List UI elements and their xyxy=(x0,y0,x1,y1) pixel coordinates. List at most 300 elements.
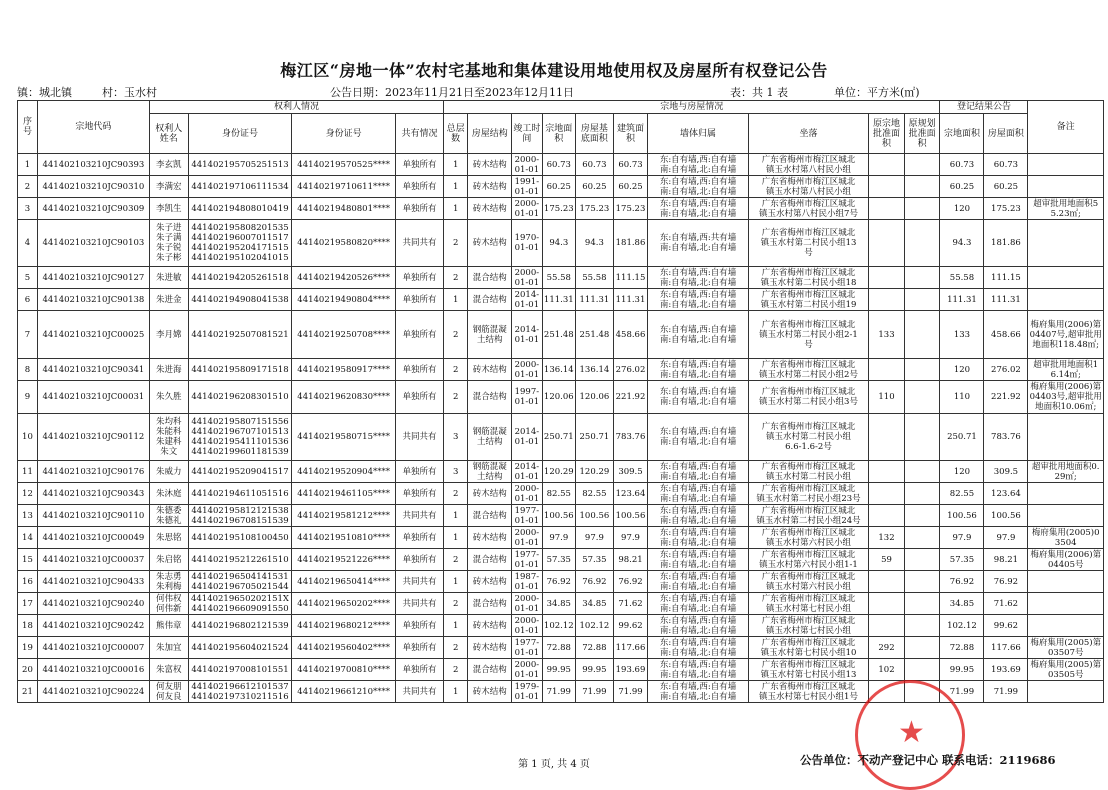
cell-base-area: 100.56 xyxy=(576,505,614,527)
meta-town: 镇：城北镇 xyxy=(17,86,72,99)
cell-structure: 砖木结构 xyxy=(468,483,512,505)
cell-land-area: 72.88 xyxy=(542,637,576,659)
cell-floors: 1 xyxy=(444,176,468,198)
cell-base-area: 55.58 xyxy=(576,267,614,289)
cell-boundary: 东:自有墙,西:自有墙 南:自有墙,北:自有墙 xyxy=(648,359,749,381)
cell-id-masked: 44140219490804**** xyxy=(292,289,396,311)
cell-name: 李满宏 xyxy=(149,176,188,198)
table-row xyxy=(18,549,1104,571)
cell-id-full: 441402195809171518 xyxy=(188,359,292,381)
meta-date: 公告日期：2023年11月21日至2023年12月11日 xyxy=(330,86,574,99)
cell-res-house: 276.02 xyxy=(984,359,1028,381)
cell-base-area: 60.73 xyxy=(576,154,614,176)
cell-structure: 砖木结构 xyxy=(468,615,512,637)
cell-location: 广东省梅州市梅江区城北 镇玉水村第二村民小组3号 xyxy=(748,381,868,414)
cell-res-land: 72.88 xyxy=(940,637,984,659)
cell-name: 朱威力 xyxy=(149,461,188,483)
cell-location: 广东省梅州市梅江区城北 镇玉水村第七村民小组13 xyxy=(748,659,868,681)
header-name: 权利人姓名 xyxy=(149,114,188,154)
cell-code: 441402103210JC90138 xyxy=(37,289,149,311)
cell-location: 广东省梅州市梅江区城北 镇玉水村第八村民小组 xyxy=(748,176,868,198)
cell-orig-plan xyxy=(904,154,940,176)
cell-orig-plan xyxy=(904,659,940,681)
cell-structure: 混合结构 xyxy=(468,381,512,414)
cell-date: 2014-01-01 xyxy=(512,311,542,359)
table-row xyxy=(18,505,1104,527)
cell-seq: 6 xyxy=(18,289,38,311)
cell-structure: 混合结构 xyxy=(468,267,512,289)
cell-seq: 13 xyxy=(18,505,38,527)
meta-village: 村：玉水村 xyxy=(102,86,157,99)
header-build-area: 建筑面积 xyxy=(613,114,648,154)
header-share: 共有情况 xyxy=(395,114,443,154)
cell-base-area: 97.9 xyxy=(576,527,614,549)
cell-share: 单独所有 xyxy=(395,659,443,681)
cell-orig-plan xyxy=(904,311,940,359)
cell-structure: 混合结构 xyxy=(468,549,512,571)
cell-res-land: 71.99 xyxy=(940,681,984,703)
cell-code: 441402103210JC90224 xyxy=(37,681,149,703)
table-row xyxy=(18,359,1104,381)
header-note: 备注 xyxy=(1028,101,1104,154)
cell-id-masked: 44140219680212**** xyxy=(292,615,396,637)
cell-structure: 混合结构 xyxy=(468,659,512,681)
cell-orig-land xyxy=(869,593,905,615)
cell-boundary: 东:自有墙,西:自有墙 南:自有墙,北:自有墙 xyxy=(648,176,749,198)
cell-location: 广东省梅州市梅江区城北 镇玉水村第二村民小组19 xyxy=(748,289,868,311)
cell-res-land: 111.31 xyxy=(940,289,984,311)
cell-res-land: 97.9 xyxy=(940,527,984,549)
table-row xyxy=(18,461,1104,483)
cell-code: 441402103210JC90341 xyxy=(37,359,149,381)
cell-note xyxy=(1028,483,1104,505)
cell-boundary: 东:自有墙,西:自有墙 南:自有墙,北:自有墙 xyxy=(648,311,749,359)
cell-land-area: 60.73 xyxy=(542,154,576,176)
cell-res-house: 100.56 xyxy=(984,505,1028,527)
cell-note xyxy=(1028,505,1104,527)
cell-name: 朱思铭 xyxy=(149,527,188,549)
cell-code: 441402103210JC00049 xyxy=(37,527,149,549)
cell-code: 441402103210JC00016 xyxy=(37,659,149,681)
cell-note xyxy=(1028,289,1104,311)
cell-code: 441402103210JC90127 xyxy=(37,267,149,289)
cell-orig-plan xyxy=(904,615,940,637)
meta-bar xyxy=(0,84,1108,98)
cell-res-land: 60.25 xyxy=(940,176,984,198)
cell-floors: 2 xyxy=(444,659,468,681)
cell-land-area: 120.06 xyxy=(542,381,576,414)
cell-name: 朱均科 朱能科 朱建科 朱文 xyxy=(149,414,188,461)
cell-build-area: 97.9 xyxy=(613,527,648,549)
cell-floors: 2 xyxy=(444,267,468,289)
cell-floors: 3 xyxy=(444,461,468,483)
cell-date: 2000-01-01 xyxy=(512,527,542,549)
cell-seq: 10 xyxy=(18,414,38,461)
cell-orig-plan xyxy=(904,461,940,483)
cell-id-masked: 44140219581212**** xyxy=(292,505,396,527)
cell-location: 广东省梅州市梅江区城北 镇玉水村第二村民小组18 xyxy=(748,267,868,289)
cell-location: 广东省梅州市梅江区城北 镇玉水村第二村民小组 xyxy=(748,461,868,483)
cell-id-full: 441402195604021524 xyxy=(188,637,292,659)
cell-id-masked: 44140219710611**** xyxy=(292,176,396,198)
cell-land-area: 60.25 xyxy=(542,176,576,198)
cell-id-masked: 44140219650414**** xyxy=(292,571,396,593)
cell-code: 441402103210JC90110 xyxy=(37,505,149,527)
cell-note: 梅府集用(2006)第04407号,超审批用地面积118.48㎡; xyxy=(1028,311,1104,359)
cell-note xyxy=(1028,414,1104,461)
cell-id-masked: 44140219580715**** xyxy=(292,414,396,461)
table-row xyxy=(18,615,1104,637)
cell-land-area: 82.55 xyxy=(542,483,576,505)
cell-seq: 14 xyxy=(18,527,38,549)
cell-build-area: 60.25 xyxy=(613,176,648,198)
cell-name: 朱沐庭 xyxy=(149,483,188,505)
cell-build-area: 99.62 xyxy=(613,615,648,637)
cell-note: 梅府集用(2006)第04403号,超审批用地面积10.06㎡; xyxy=(1029,382,1102,412)
cell-orig-plan xyxy=(904,359,940,381)
cell-orig-land xyxy=(869,198,905,220)
cell-id-full: 441402194908041538 xyxy=(188,289,292,311)
page-number: 第 1 页, 共 4 页 xyxy=(518,759,590,770)
cell-date: 2000-01-01 xyxy=(512,483,542,505)
cell-land-area: 136.14 xyxy=(542,359,576,381)
cell-seq: 12 xyxy=(18,483,38,505)
header-id-full: 身份证号 xyxy=(188,114,292,154)
cell-name: 朱启铭 xyxy=(149,549,188,571)
header-floors: 总层数 xyxy=(444,114,468,154)
cell-code: 441402103210JC90176 xyxy=(37,461,149,483)
header-land-group: 宗地与房屋情况 xyxy=(444,101,940,114)
cell-res-land: 60.73 xyxy=(940,154,984,176)
cell-date: 2000-01-01 xyxy=(512,267,542,289)
cell-location: 广东省梅州市梅江区城北 镇玉水村第二村民小组2-1 号 xyxy=(748,311,868,359)
cell-res-house: 98.21 xyxy=(984,549,1028,571)
cell-res-house: 117.66 xyxy=(984,637,1028,659)
cell-build-area: 111.31 xyxy=(613,289,648,311)
cell-date: 1977-01-01 xyxy=(512,637,542,659)
cell-share: 共同共有 xyxy=(395,571,443,593)
cell-seq: 4 xyxy=(18,220,38,267)
cell-orig-land xyxy=(869,505,905,527)
cell-seq: 2 xyxy=(18,176,38,198)
cell-res-land: 102.12 xyxy=(940,615,984,637)
cell-id-full: 441402197008101551 xyxy=(188,659,292,681)
cell-note: 梅府集用(2005)第03507号 xyxy=(1028,637,1104,659)
cell-boundary: 东:自有墙,西:自有墙 南:自有墙,北:自有墙 xyxy=(648,483,749,505)
cell-res-house: 111.15 xyxy=(984,267,1028,289)
cell-id-full: 441402195807151556 441402196707101513 441402195411101536 441402199601181539 xyxy=(188,414,292,461)
header-orig-land: 原宗地批准面积 xyxy=(869,114,905,154)
header-code: 宗地代码 xyxy=(37,101,149,154)
cell-floors: 1 xyxy=(444,505,468,527)
cell-structure: 砖木结构 xyxy=(468,154,512,176)
cell-seq: 7 xyxy=(18,311,38,359)
cell-structure: 砖木结构 xyxy=(468,637,512,659)
cell-date: 1997-01-01 xyxy=(512,381,542,414)
cell-floors: 1 xyxy=(444,154,468,176)
cell-build-area: 111.15 xyxy=(613,267,648,289)
cell-name: 朱久胜 xyxy=(149,381,188,414)
cell-boundary: 东:自有墙,西:自有墙 南:自有墙,北:自有墙 xyxy=(648,267,749,289)
cell-orig-plan xyxy=(904,593,940,615)
cell-id-masked: 44140219520904**** xyxy=(292,461,396,483)
cell-note xyxy=(1028,154,1104,176)
cell-land-area: 250.71 xyxy=(542,414,576,461)
cell-res-land: 94.3 xyxy=(940,220,984,267)
cell-orig-land: 59 xyxy=(869,549,905,571)
cell-land-area: 120.29 xyxy=(542,461,576,483)
cell-share: 共同共有 xyxy=(395,505,443,527)
cell-res-house: 60.25 xyxy=(984,176,1028,198)
cell-res-house: 99.62 xyxy=(984,615,1028,637)
header-result-group: 登记结果公告 xyxy=(940,101,1028,114)
cell-build-area: 458.66 xyxy=(613,311,648,359)
cell-code: 441402103210JC90242 xyxy=(37,615,149,637)
meta-unit: 单位：平方米(㎡) xyxy=(834,86,920,99)
cell-date: 1991-01-01 xyxy=(512,176,542,198)
header-date: 竣工时间 xyxy=(512,114,542,154)
cell-boundary: 东:自有墙,西:自有墙 南:自有墙,北:自有墙 xyxy=(648,381,749,414)
cell-orig-land xyxy=(869,461,905,483)
cell-seq: 9 xyxy=(18,381,38,414)
cell-orig-land xyxy=(869,176,905,198)
cell-note xyxy=(1028,681,1104,703)
cell-code: 441402103210JC00007 xyxy=(37,637,149,659)
cell-id-full: 441402194205261518 xyxy=(188,267,292,289)
cell-orig-land xyxy=(869,571,905,593)
cell-floors: 2 xyxy=(444,483,468,505)
cell-floors: 2 xyxy=(444,637,468,659)
cell-location: 广东省梅州市梅江区城北 镇玉水村第二村民小组23号 xyxy=(748,483,868,505)
cell-res-house: 71.99 xyxy=(984,681,1028,703)
cell-seq: 11 xyxy=(18,461,38,483)
cell-id-masked: 44140219700810**** xyxy=(292,659,396,681)
cell-date: 2000-01-01 xyxy=(512,615,542,637)
cell-res-land: 250.71 xyxy=(940,414,984,461)
announcing-organization: 公告单位：不动产登记中心 联系电话：2119686 xyxy=(800,753,1056,767)
table-row xyxy=(18,289,1104,311)
cell-orig-land: 132 xyxy=(869,527,905,549)
cell-build-area: 117.66 xyxy=(613,637,648,659)
cell-land-area: 100.56 xyxy=(542,505,576,527)
cell-name: 朱进海 xyxy=(149,359,188,381)
cell-share: 单独所有 xyxy=(395,289,443,311)
cell-orig-land xyxy=(869,289,905,311)
cell-id-masked: 44140219480801**** xyxy=(292,198,396,220)
cell-seq: 3 xyxy=(18,198,38,220)
cell-res-house: 458.66 xyxy=(984,311,1028,359)
cell-land-area: 76.92 xyxy=(542,571,576,593)
table-row xyxy=(18,593,1104,615)
cell-orig-land: 110 xyxy=(869,381,905,414)
cell-share: 共同共有 xyxy=(395,681,443,703)
cell-res-house: 97.9 xyxy=(984,527,1028,549)
cell-floors: 2 xyxy=(444,549,468,571)
cell-seq: 16 xyxy=(18,571,38,593)
cell-location: 广东省梅州市梅江区城北 镇玉水村第二村民小组24号 xyxy=(748,505,868,527)
cell-id-full: 441402195209041517 xyxy=(188,461,292,483)
cell-name: 朱富权 xyxy=(149,659,188,681)
cell-location: 广东省梅州市梅江区城北 镇玉水村第七村民小组 xyxy=(748,615,868,637)
cell-structure: 混合结构 xyxy=(468,593,512,615)
cell-build-area: 783.76 xyxy=(613,414,648,461)
cell-code: 441402103210JC90310 xyxy=(37,176,149,198)
cell-structure: 钢筋混凝土结构 xyxy=(468,461,512,483)
cell-name: 熊伟章 xyxy=(149,615,188,637)
cell-orig-plan xyxy=(904,483,940,505)
cell-share: 单独所有 xyxy=(395,637,443,659)
cell-date: 1979-01-01 xyxy=(512,681,542,703)
cell-res-land: 57.35 xyxy=(940,549,984,571)
cell-orig-plan xyxy=(904,527,940,549)
cell-note xyxy=(1028,593,1104,615)
cell-orig-plan xyxy=(904,549,940,571)
cell-base-area: 72.88 xyxy=(576,637,614,659)
cell-id-full: 441402195812121538 441402196708151539 xyxy=(188,505,292,527)
cell-name: 李凯生 xyxy=(149,198,188,220)
cell-res-land: 100.56 xyxy=(940,505,984,527)
cell-seq: 5 xyxy=(18,267,38,289)
cell-floors: 1 xyxy=(444,527,468,549)
cell-date: 1977-01-01 xyxy=(512,549,542,571)
cell-name: 朱子进 朱子满 朱子锐 朱子彬 xyxy=(149,220,188,267)
cell-base-area: 60.25 xyxy=(576,176,614,198)
cell-build-area: 100.56 xyxy=(613,505,648,527)
table-row xyxy=(18,311,1104,359)
table-row xyxy=(18,414,1104,461)
cell-date: 2014-01-01 xyxy=(512,289,542,311)
cell-id-masked: 44140219521226**** xyxy=(292,549,396,571)
cell-structure: 混合结构 xyxy=(468,505,512,527)
cell-note xyxy=(1028,267,1104,289)
table-row xyxy=(18,176,1104,198)
table-row xyxy=(18,220,1104,267)
cell-share: 单独所有 xyxy=(395,527,443,549)
cell-id-masked: 44140219661210**** xyxy=(292,681,396,703)
cell-date: 2000-01-01 xyxy=(512,659,542,681)
cell-note xyxy=(1028,220,1104,267)
cell-boundary: 东:自有墙,西:共有墙 南:自有墙,北:自有墙 xyxy=(648,220,749,267)
cell-name: 朱进敏 xyxy=(149,267,188,289)
cell-build-area: 193.69 xyxy=(613,659,648,681)
cell-location: 广东省梅州市梅江区城北 镇玉水村第八村民小组 xyxy=(748,154,868,176)
cell-structure: 砖木结构 xyxy=(468,176,512,198)
cell-code: 441402103210JC90103 xyxy=(37,220,149,267)
cell-code: 441402103210JC90393 xyxy=(37,154,149,176)
header-boundary: 墙体归属 xyxy=(648,114,749,154)
cell-id-full: 441402196612101537 441402197310211516 xyxy=(188,681,292,703)
cell-base-area: 34.85 xyxy=(576,593,614,615)
cell-name: 朱进金 xyxy=(149,289,188,311)
cell-date: 1970-01-01 xyxy=(512,220,542,267)
header-location: 坐落 xyxy=(748,114,868,154)
page-title: 梅江区“房地一体”农村宅基地和集体建设用地使用权及房屋所有权登记公告 xyxy=(280,61,828,80)
cell-base-area: 251.48 xyxy=(576,311,614,359)
cell-land-area: 99.95 xyxy=(542,659,576,681)
cell-orig-plan xyxy=(904,505,940,527)
cell-boundary: 东:自有墙,西:自有墙 南:自有墙,北:自有墙 xyxy=(648,549,749,571)
cell-boundary: 东:自有墙,西:自有墙 南:自有墙,北:自有墙 xyxy=(648,154,749,176)
cell-land-area: 34.85 xyxy=(542,593,576,615)
cell-boundary: 东:自有墙,西:自有墙 南:自有墙,北:自有墙 xyxy=(648,571,749,593)
cell-boundary: 东:自有墙,西:自有墙 南:自有墙,北:自有墙 xyxy=(648,637,749,659)
cell-base-area: 102.12 xyxy=(576,615,614,637)
cell-id-full: 441402192507081521 xyxy=(188,311,292,359)
cell-id-masked: 44140219560402**** xyxy=(292,637,396,659)
cell-structure: 钢筋混凝土结构 xyxy=(468,414,512,461)
cell-date: 2000-01-01 xyxy=(512,154,542,176)
cell-base-area: 136.14 xyxy=(576,359,614,381)
cell-name: 朱加宜 xyxy=(149,637,188,659)
cell-date: 1977-01-01 xyxy=(512,505,542,527)
cell-floors: 1 xyxy=(444,615,468,637)
cell-location: 广东省梅州市梅江区城北 镇玉水村第二村民小组13 号 xyxy=(748,220,868,267)
cell-seq: 20 xyxy=(18,659,38,681)
cell-orig-land xyxy=(869,615,905,637)
cell-res-house: 60.73 xyxy=(984,154,1028,176)
cell-share: 单独所有 xyxy=(395,381,443,414)
cell-land-area: 175.23 xyxy=(542,198,576,220)
cell-date: 2000-01-01 xyxy=(512,359,542,381)
cell-res-land: 120 xyxy=(940,461,984,483)
cell-boundary: 东:自有墙,西:自有墙 南:自有墙,北:自有墙 xyxy=(648,659,749,681)
cell-build-area: 60.73 xyxy=(613,154,648,176)
cell-base-area: 250.71 xyxy=(576,414,614,461)
cell-boundary: 东:自有墙,西:自有墙 南:自有墙,北:自有墙 xyxy=(648,505,749,527)
cell-orig-land: 102 xyxy=(869,659,905,681)
cell-note xyxy=(1028,615,1104,637)
cell-share: 共同共有 xyxy=(395,414,443,461)
cell-orig-plan xyxy=(904,267,940,289)
cell-boundary: 东:自有墙,西:自有墙 南:自有墙,北:自有墙 xyxy=(648,289,749,311)
cell-date: 2000-01-01 xyxy=(512,593,542,615)
cell-base-area: 94.3 xyxy=(576,220,614,267)
cell-orig-plan xyxy=(904,176,940,198)
cell-share: 单独所有 xyxy=(395,549,443,571)
table-row xyxy=(18,154,1104,176)
cell-base-area: 120.06 xyxy=(576,381,614,414)
cell-build-area: 76.92 xyxy=(613,571,648,593)
cell-seq: 21 xyxy=(18,681,38,703)
cell-orig-land xyxy=(869,267,905,289)
header-res-house: 房屋面积 xyxy=(984,114,1028,154)
cell-seq: 18 xyxy=(18,615,38,637)
cell-location: 广东省梅州市梅江区城北 镇玉水村第七村民小组1号 xyxy=(748,681,868,703)
cell-share: 单独所有 xyxy=(395,176,443,198)
cell-res-house: 221.92 xyxy=(984,381,1028,414)
cell-build-area: 221.92 xyxy=(613,381,648,414)
cell-land-area: 55.58 xyxy=(542,267,576,289)
cell-res-land: 120 xyxy=(940,359,984,381)
cell-floors: 1 xyxy=(444,198,468,220)
cell-orig-land: 292 xyxy=(869,637,905,659)
cell-share: 单独所有 xyxy=(395,461,443,483)
cell-share: 单独所有 xyxy=(395,615,443,637)
cell-code: 441402103210JC90343 xyxy=(37,483,149,505)
cell-structure: 砖木结构 xyxy=(468,220,512,267)
header-base-area: 房屋基底面积 xyxy=(576,114,614,154)
cell-orig-plan xyxy=(904,571,940,593)
cell-build-area: 181.86 xyxy=(613,220,648,267)
cell-structure: 砖木结构 xyxy=(468,198,512,220)
meta-tables: 表：共 1 表 xyxy=(730,86,788,99)
cell-id-full: 441402196802121539 xyxy=(188,615,292,637)
cell-note xyxy=(1028,176,1104,198)
cell-code: 441402103210JC90240 xyxy=(37,593,149,615)
official-seal xyxy=(855,680,965,790)
cell-base-area: 82.55 xyxy=(576,483,614,505)
cell-floors: 3 xyxy=(444,414,468,461)
